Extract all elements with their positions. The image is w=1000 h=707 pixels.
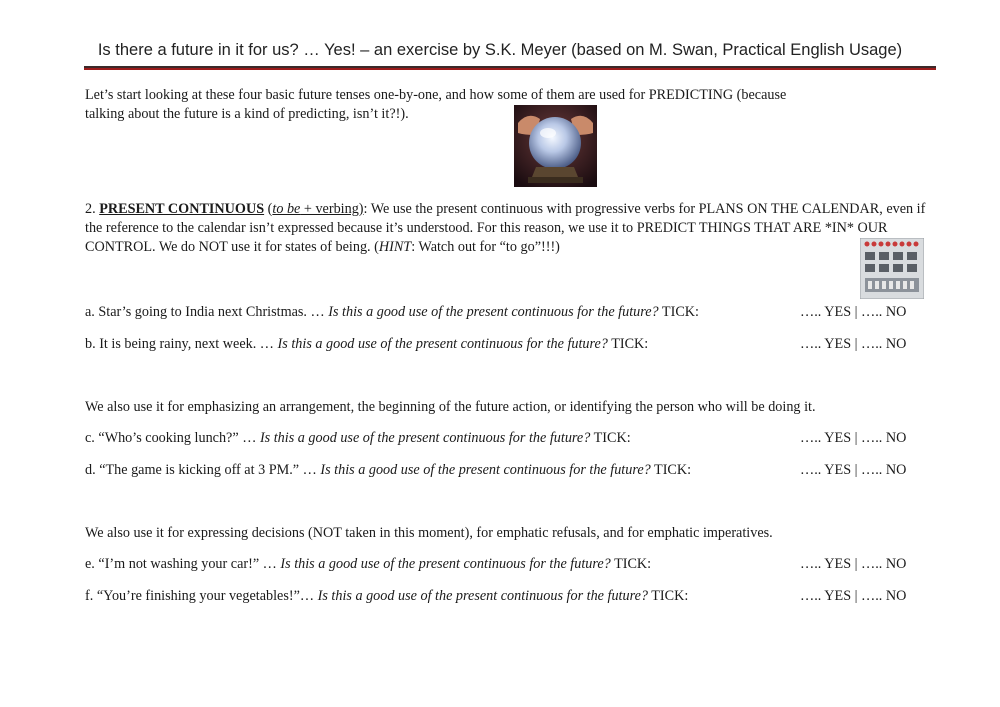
question-f (85, 588, 688, 605)
calendar-image (860, 238, 924, 299)
question-f-tick: TICK: (651, 588, 689, 604)
question-e-prompt: Is this a good use of the present continuous for the future? (280, 556, 611, 572)
question-f-prompt: Is this a good use of the present continuous for the future? (317, 588, 648, 604)
question-e-text: e. “I’m not washing your car!” … (85, 556, 281, 572)
question-d-prompt: Is this a good use of the present continuous for the future? (320, 462, 651, 478)
answer-c[interactable]: ….. YES | ….. NO (800, 430, 907, 446)
intro-line-1: Let’s start looking at these four basic future tenses one-by-one, and how some of them are used for PREDICTING (because (85, 87, 787, 103)
question-a-prompt: Is this a good use of the present continuous for the future? (328, 304, 659, 320)
present-continuous-section (85, 200, 935, 257)
section-heading: PRESENT CONTINUOUS (99, 201, 265, 217)
question-c-tick: TICK: (593, 430, 631, 446)
intro-line-2: talking about the future is a kind of predicting, isn’t it?!). (85, 106, 409, 122)
form-rest: + verbing) (300, 201, 364, 217)
question-a-text: a. Star’s going to India next Christmas. … (85, 304, 329, 320)
question-a (85, 304, 699, 321)
question-b (85, 336, 648, 353)
hint-label: HINT (378, 239, 412, 255)
section-body-2: : Watch out for “to go”!!!) (411, 239, 560, 255)
question-b-text: b. It is being rainy, next week. … (85, 336, 278, 352)
question-b-tick: TICK: (611, 336, 649, 352)
section-number: 2. (85, 201, 100, 217)
page-title: Is there a future in it for us? … Yes! – an exercise by S.K. Meyer (based on M. Swan, Practical English Usage) (97, 41, 903, 59)
form-to-be: to be (272, 201, 301, 217)
answer-b[interactable]: ….. YES | ….. NO (800, 336, 907, 352)
question-d-text: d. “The game is kicking off at 3 PM.” … (85, 462, 321, 478)
question-e-tick: TICK: (614, 556, 652, 572)
intro-paragraph (85, 86, 925, 124)
question-d (85, 462, 691, 479)
form-open: ( (264, 201, 273, 217)
question-e (85, 556, 651, 573)
answer-f[interactable]: ….. YES | ….. NO (800, 588, 907, 604)
answer-e[interactable]: ….. YES | ….. NO (800, 556, 907, 572)
section-body-1: : We use the present continuous with progressive verbs for PLANS ON THE CALENDAR, even if the reference to the calendar isn’t expressed because it’s understood. For this reason, we use it to PREDICT THINGS THAT ARE *IN* OUR CONTROL. We do NOT use it for states of being. ( (85, 201, 926, 255)
answer-d[interactable]: ….. YES | ….. NO (800, 462, 907, 478)
question-f-text: f. “You’re finishing your vegetables!”… (85, 588, 318, 604)
question-c-text: c. “Who’s cooking lunch?” … (85, 430, 260, 446)
answer-a[interactable]: ….. YES | ….. NO (800, 304, 907, 320)
arrangement-paragraph: We also use it for emphasizing an arrangement, the beginning of the future action, or identifying the person who will be doing it. (85, 399, 816, 415)
crystal-ball-image (514, 105, 597, 187)
question-a-tick: TICK: (661, 304, 699, 320)
question-d-tick: TICK: (654, 462, 692, 478)
question-b-prompt: Is this a good use of the present continuous for the future? (277, 336, 608, 352)
question-c-prompt: Is this a good use of the present continuous for the future? (259, 430, 591, 446)
title-divider-accent (84, 68, 936, 70)
decisions-paragraph: We also use it for expressing decisions (NOT taken in this moment), for emphatic refusals, and for emphatic imperatives. (85, 525, 773, 541)
question-c (85, 430, 631, 447)
